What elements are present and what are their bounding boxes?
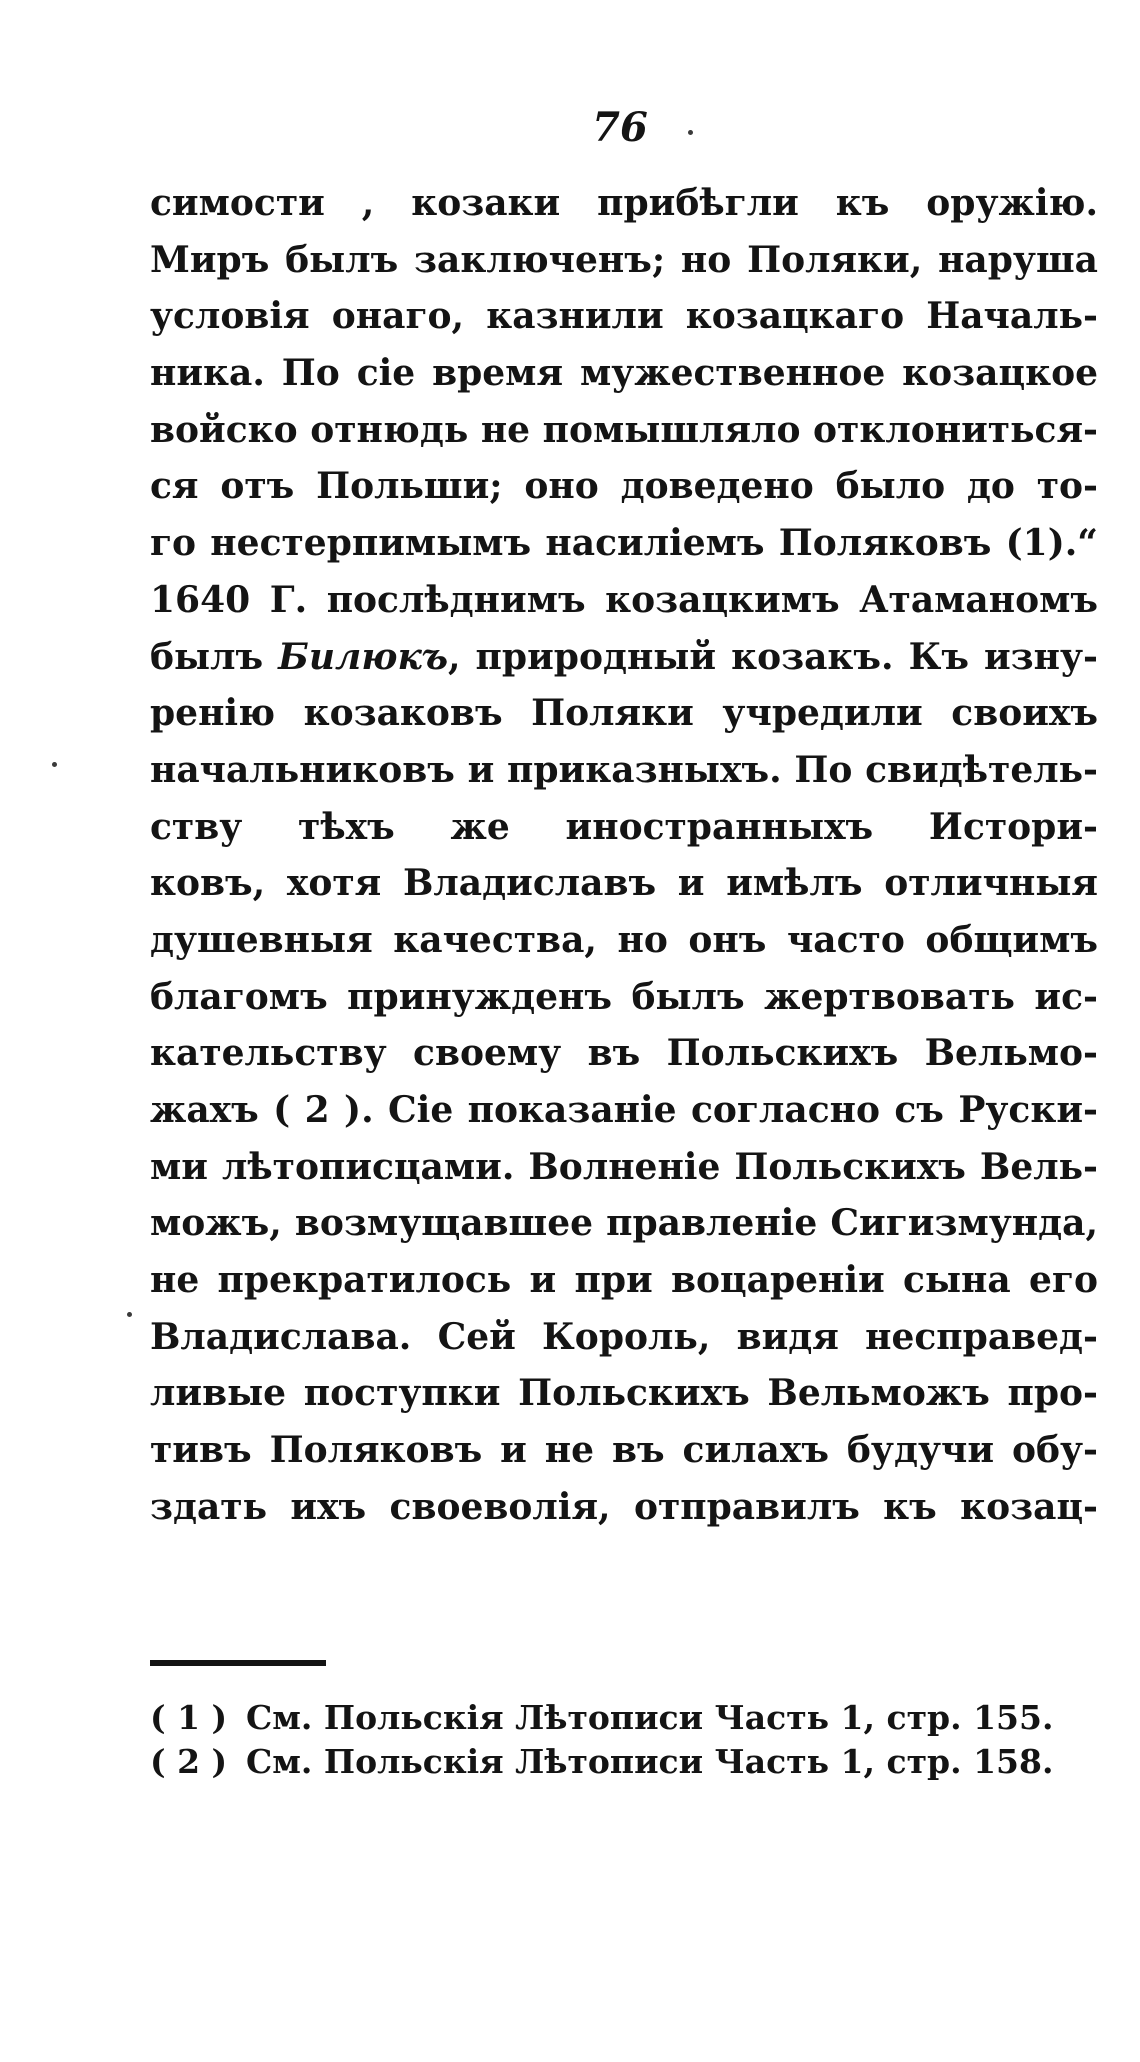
text-line: симости , козаки прибѣгли къ оружію. [150, 182, 1098, 224]
text-line: 1640 Г. послѣднимъ козацкимъ Атаманомъ [150, 578, 1098, 621]
text-line: начальниковъ и приказныхъ. По свидѣтель- [150, 748, 1098, 791]
footnote-text: См. Польскія Лѣтописи Часть 1, стр. 158. [246, 1742, 1054, 1781]
text-line [150, 629, 1098, 686]
text-line: жахъ ( 2 ). Сіе показаніе согласно съ Руски- [150, 1089, 1098, 1131]
text-line: ству тѣхъ же иностранныхъ Истори- [150, 805, 1098, 848]
footnotes [150, 1696, 1098, 1784]
text-line: ми лѣтописцами. Волненіе Польскихъ Вель- [150, 1145, 1098, 1188]
text-line: здать ихъ своеволія, отправилъ къ козац- [150, 1485, 1098, 1528]
text-line: войско отнюдь не помышляло отклониться- [150, 408, 1098, 451]
text-line: ливые поступки Польскихъ Вельможъ про- [150, 1372, 1098, 1415]
footnote [150, 1740, 1098, 1784]
text-line: го нестерпимымъ насиліемъ Поляковъ (1).“ [150, 522, 1098, 565]
text-line: Владислава. Сей Король, видя несправед- [150, 1315, 1098, 1358]
body-text [150, 175, 1098, 1536]
print-speck [688, 130, 693, 135]
print-speck [127, 1312, 132, 1317]
text-line: душевныя качества, но онъ часто общимъ [150, 918, 1098, 961]
line-text-before: былъ [150, 635, 279, 678]
footnote-text: См. Польскія Лѣтописи Часть 1, стр. 155. [246, 1698, 1054, 1737]
text-line: ковъ, хотя Владиславъ и имѣлъ отличныя [150, 862, 1098, 905]
text-line: не прекратилось и при воцареніи сына его [150, 1259, 1098, 1302]
line-text-after: , природный козакъ. Къ изну- [448, 635, 1098, 678]
print-speck [52, 762, 57, 767]
text-line: условія онаго, казнили козацкаго Началь- [150, 295, 1098, 338]
footnote-mark: ( 1 ) [150, 1698, 228, 1737]
text-line: кательству своему въ Польскихъ Вельмо- [150, 1032, 1098, 1075]
text-line: ся отъ Польши; оно доведено было до то- [150, 465, 1098, 508]
italic-name: Билюкъ [278, 635, 448, 678]
footnote-divider [150, 1660, 326, 1666]
text-line: тивъ Поляковъ и не въ силахъ будучи обу- [150, 1429, 1098, 1472]
footnote-mark: ( 2 ) [150, 1742, 228, 1781]
text-line: Миръ былъ заключенъ; но Поляки, наруша [150, 238, 1098, 281]
footnote [150, 1696, 1098, 1740]
page-number: 76 [592, 104, 648, 151]
text-line: ника. По сіе время мужественное козацкое [150, 352, 1098, 395]
text-line: ренію козаковъ Поляки учредили своихъ [150, 692, 1098, 735]
text-line: можъ, возмущавшее правленіе Сигизмунда, [150, 1202, 1098, 1245]
text-line: благомъ принужденъ былъ жертвовать ис- [150, 975, 1098, 1018]
